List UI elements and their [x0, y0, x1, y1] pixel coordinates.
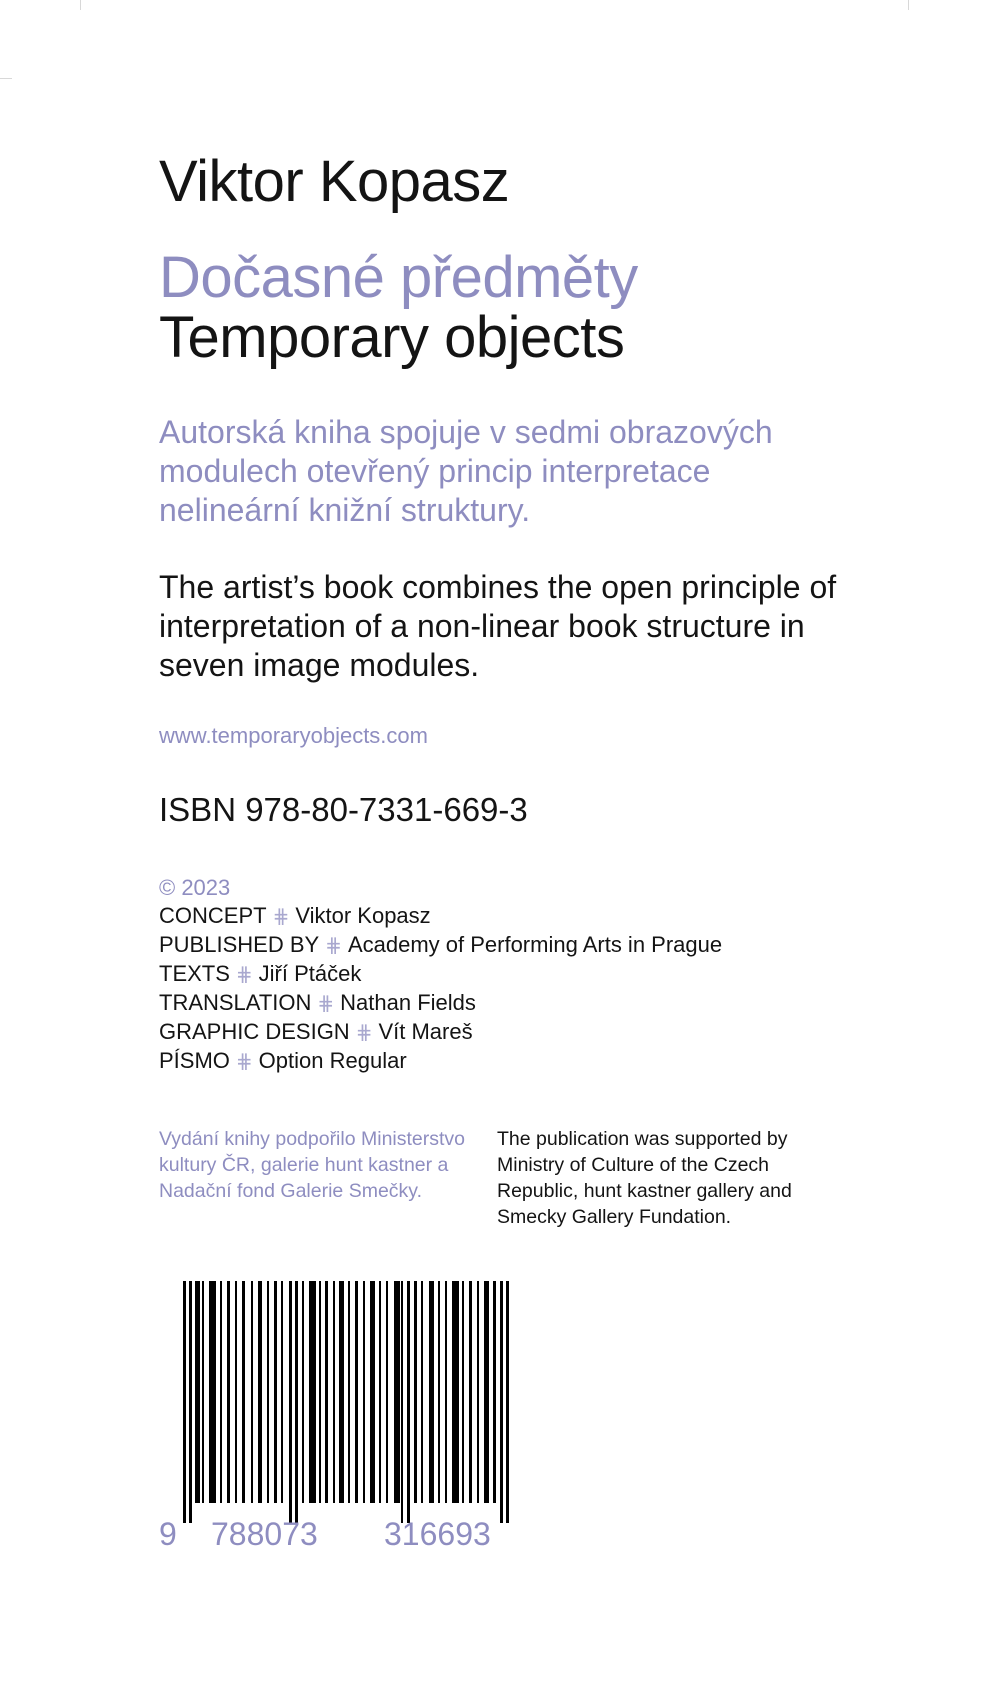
- credit-name: Academy of Performing Arts in Prague: [347, 932, 723, 957]
- barcode-bar: [195, 1281, 200, 1503]
- barcode-bars: [183, 1281, 509, 1523]
- author-name: Viktor Kopasz: [159, 149, 510, 214]
- credit-line: [159, 989, 722, 1018]
- barcode-first-digit: 9: [159, 1516, 177, 1552]
- description-english: The artist’s book combines the open principle of interpretation of a non-linear book structure in seven image modules.: [159, 569, 837, 683]
- barcode-bar: [242, 1281, 245, 1503]
- isbn-number: ISBN 978-80-7331-669-3: [159, 791, 528, 828]
- credit-line: [159, 960, 722, 989]
- barcode-bar: [477, 1281, 479, 1503]
- credit-role: PÍSMO: [159, 1048, 230, 1073]
- credit-role: TRANSLATION: [159, 990, 312, 1015]
- crop-mark-top-left: [80, 0, 81, 10]
- barcode-bar: [462, 1281, 464, 1503]
- hash-separator-icon: ⋕: [317, 993, 335, 1015]
- title-english: Temporary objects: [159, 305, 625, 370]
- hash-separator-icon: ⋕: [235, 964, 253, 986]
- barcode-bar: [319, 1281, 321, 1503]
- copyright-line: © 2023: [159, 875, 231, 900]
- barcode-left-digits: 788073: [211, 1516, 318, 1552]
- barcode-bar: [414, 1281, 417, 1503]
- credit-role: GRAPHIC DESIGN: [159, 1019, 350, 1044]
- barcode-bar: [267, 1281, 269, 1503]
- credit-line: [159, 902, 722, 931]
- barcode-bar: [421, 1281, 423, 1503]
- barcode-right-digits: 316693: [384, 1516, 491, 1552]
- barcode-bar: [183, 1281, 186, 1523]
- hash-separator-icon: ⋕: [272, 906, 290, 928]
- hash-separator-icon: ⋕: [355, 1022, 373, 1044]
- crop-mark-top-right: [908, 0, 909, 10]
- barcode-bar: [235, 1281, 237, 1503]
- support-note-czech: Vydání knihy podpořilo Ministerstvo kultury ČR, galerie hunt kastner a Nadační fond Galerie Smečky.: [159, 1128, 466, 1202]
- credit-line: [159, 1047, 722, 1076]
- website-url: www.temporaryobjects.com: [159, 723, 428, 748]
- barcode-bar: [493, 1281, 496, 1503]
- hash-separator-icon: ⋕: [235, 1051, 253, 1073]
- barcode-bar: [407, 1281, 410, 1523]
- barcode-bar: [333, 1281, 335, 1503]
- barcode-bar: [227, 1281, 230, 1503]
- crop-mark-left-top: [0, 78, 12, 79]
- barcode-bar: [355, 1281, 358, 1503]
- barcode-bar: [189, 1281, 192, 1523]
- credit-role: PUBLISHED BY: [159, 932, 320, 957]
- barcode-bar: [452, 1281, 459, 1503]
- credit-name: Option Regular: [258, 1048, 407, 1073]
- credit-name: Viktor Kopasz: [295, 903, 431, 928]
- barcode-bar: [209, 1281, 216, 1503]
- barcode-bar: [469, 1281, 472, 1503]
- barcode: [159, 1281, 549, 1561]
- barcode-bar: [363, 1281, 365, 1503]
- barcode-bar: [202, 1281, 204, 1503]
- barcode-bar: [429, 1281, 434, 1503]
- barcode-bar: [438, 1281, 440, 1503]
- barcode-bar: [325, 1281, 328, 1503]
- credit-line: [159, 1018, 722, 1047]
- barcode-bar: [258, 1281, 262, 1503]
- barcode-bar: [289, 1281, 292, 1523]
- credit-role: TEXTS: [159, 961, 230, 986]
- credit-line: [159, 931, 722, 960]
- barcode-bar: [220, 1281, 222, 1503]
- barcode-bar: [309, 1281, 316, 1503]
- barcode-bar: [281, 1281, 283, 1503]
- credit-name: Jiří Ptáček: [258, 961, 362, 986]
- support-note-english: The publication was supported by Ministry of Culture of the Czech Republic, hunt kastner gallery and Smecky Gallery Fundation.: [497, 1128, 792, 1228]
- title-czech: Dočasné předměty: [159, 245, 638, 310]
- credit-role: CONCEPT: [159, 903, 267, 928]
- barcode-bar: [506, 1281, 509, 1523]
- credit-name: Nathan Fields: [340, 990, 476, 1015]
- barcode-bar: [484, 1281, 489, 1503]
- hash-separator-icon: ⋕: [325, 935, 342, 957]
- barcode-bar: [379, 1281, 381, 1503]
- description-czech: Autorská kniha spojuje v sedmi obrazových modulech otevřený princip interpretace nelineární knižní struktury.: [159, 414, 773, 528]
- barcode-bar: [445, 1281, 447, 1503]
- barcode-bar: [401, 1281, 403, 1523]
- barcode-bar: [274, 1281, 277, 1503]
- barcode-bar: [500, 1281, 503, 1523]
- barcode-bar: [386, 1281, 388, 1503]
- barcode-bar: [302, 1281, 304, 1503]
- barcode-bar: [370, 1281, 375, 1503]
- barcode-bar: [348, 1281, 350, 1503]
- credit-name: Vít Mareš: [378, 1019, 473, 1044]
- barcode-bar: [339, 1281, 344, 1503]
- barcode-bar: [251, 1281, 253, 1503]
- credits-block: [159, 874, 722, 1076]
- barcode-bar: [394, 1281, 400, 1503]
- barcode-bar: [295, 1281, 298, 1523]
